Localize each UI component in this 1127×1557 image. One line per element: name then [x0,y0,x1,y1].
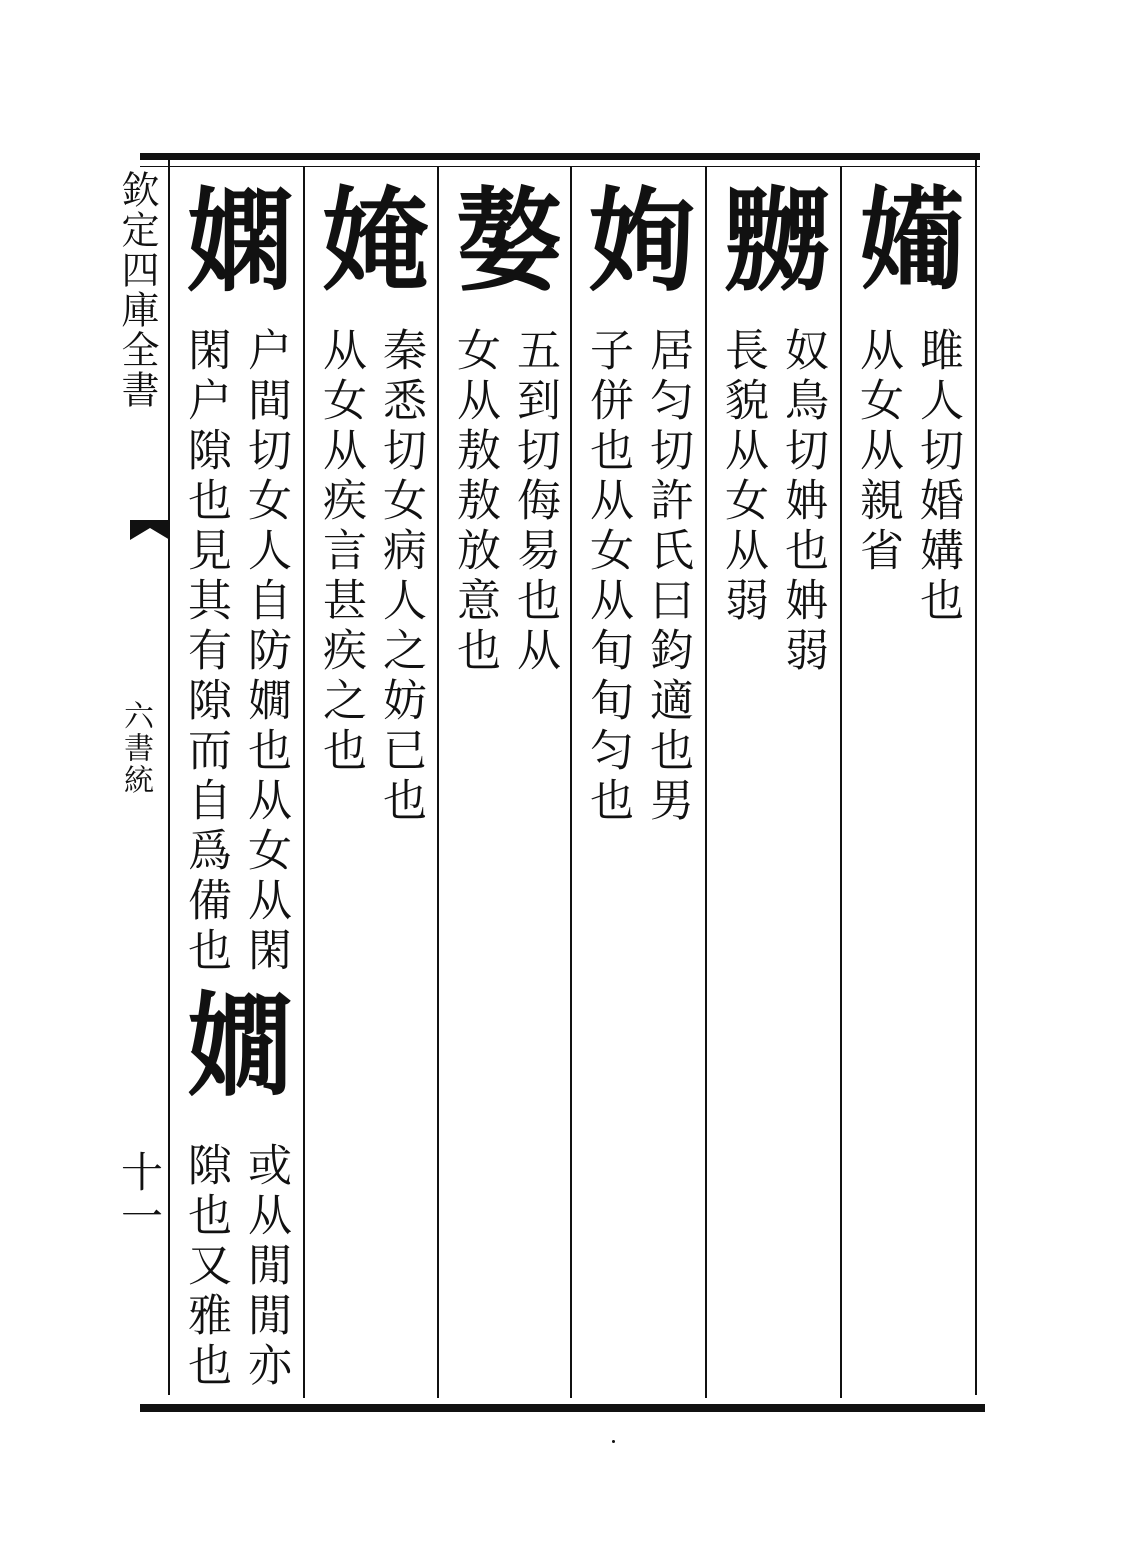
seal-script-character: 嫻 [186,176,288,307]
seal-script-character: 嬲 [723,176,825,307]
column-divider [705,166,707,1398]
ink-speck [612,1440,615,1443]
entry-column [440,172,572,1397]
top-inner-rule [140,166,980,167]
entry-definition: 奴鳥切姌也姌弱 [777,327,828,677]
seal-script-character: 㛪 [321,176,423,307]
variant-definition: 或从閒閒亦 [240,1142,291,1392]
entry-column [171,172,303,1397]
fishtail-mark [130,520,170,540]
entry-column [573,172,705,1397]
section-title: 六書統 [118,700,153,796]
entry-explanation: 子併也从女从旬旬匀也 [582,327,633,827]
entry-definition: 雎人切婚媾也 [912,327,963,627]
page-number: 十一 [115,1150,164,1238]
left-frame-line [168,160,170,1395]
right-frame-line [975,160,977,1395]
entry-definition: 户間切女人自防嫺也从女从閑 [240,327,291,977]
entry-explanation: 从女从親省 [852,327,903,577]
entry-definition: 五到切侮易也从 [509,327,560,677]
variant-explanation: 隙也又雅也 [180,1142,231,1392]
entry-definition: 居匀切許氏曰鈞適也男 [642,327,693,827]
entry-explanation: 閑户隙也見其有隙而自爲備也 [180,327,231,977]
entry-explanation: 从女从疾言甚疾之也 [315,327,366,777]
column-divider [303,166,305,1398]
seal-script-character: 姰 [588,176,690,307]
seal-script-character: 𡢼 [858,176,960,307]
column-divider [840,166,842,1398]
entry-definition: 秦悉切女病人之妨已也 [375,327,426,827]
top-border-rule [140,153,980,160]
seal-script-variant-character: 嫺 [186,981,288,1112]
entry-column [708,172,840,1397]
bottom-border-rule [140,1404,985,1412]
seal-script-character: 嫯 [455,176,557,307]
entry-explanation: 女从敖敖放意也 [449,327,500,677]
book-title: 欽定四庫全書 [115,170,159,410]
entry-column [843,172,975,1397]
entry-column [306,172,438,1397]
entry-explanation: 長貌从女从弱 [717,327,768,627]
